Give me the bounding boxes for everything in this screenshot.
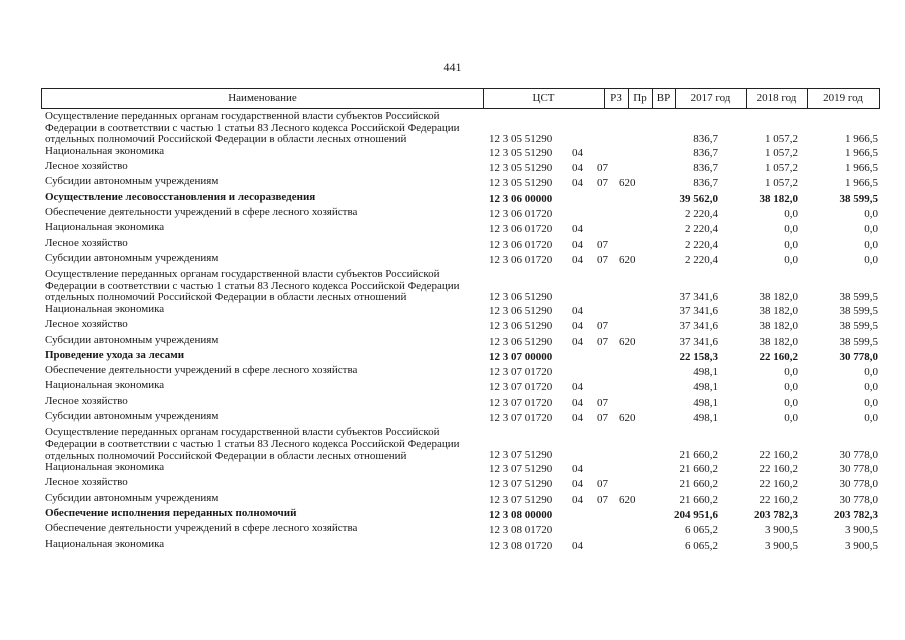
row-value-2018: 22 160,2 — [759, 350, 798, 363]
row-cst: 12 3 07 01720 — [489, 381, 553, 394]
row-cst: 12 3 08 01720 — [489, 539, 553, 552]
row-rz: 04 — [572, 320, 583, 333]
header-vr: ВР — [656, 92, 671, 104]
row-value-2018: 38 182,0 — [759, 304, 798, 317]
table-row — [0, 253, 905, 268]
row-value-2019: 0,0 — [864, 238, 878, 251]
row-value-2019: 0,0 — [864, 207, 878, 220]
row-name: Лесное хозяйство — [45, 318, 128, 331]
row-value-2018: 0,0 — [784, 207, 798, 220]
row-pr: 07 — [597, 412, 608, 425]
row-value-2019: 38 599,5 — [839, 304, 878, 317]
row-value-2019: 203 782,3 — [834, 508, 878, 521]
row-value-2017: 2 220,4 — [685, 238, 718, 251]
row-rz: 04 — [572, 253, 583, 266]
row-name: Субсидии автономным учреждениям — [45, 491, 219, 504]
row-rz: 04 — [572, 335, 583, 348]
row-cst: 12 3 06 01720 — [489, 238, 553, 251]
row-cst: 12 3 05 51290 — [489, 177, 553, 190]
row-cst: 12 3 06 00000 — [489, 192, 553, 205]
header-2018: 2018 год — [756, 92, 797, 104]
header-name: Наименование — [228, 92, 297, 104]
row-vr: 620 — [619, 253, 636, 266]
row-name: Обеспечение деятельности учреждений в сфере лесного хозяйства — [45, 205, 358, 218]
row-value-2017: 498,1 — [693, 381, 718, 394]
row-value-2017: 37 341,6 — [679, 320, 718, 333]
row-pr: 07 — [597, 493, 608, 506]
row-pr: 07 — [597, 162, 608, 175]
row-pr: 07 — [597, 396, 608, 409]
header-2017: 2017 год — [690, 92, 731, 104]
row-cst: 12 3 08 00000 — [489, 508, 553, 521]
table-row — [0, 477, 905, 492]
row-value-2019: 38 599,5 — [839, 290, 878, 303]
row-value-2017: 498,1 — [693, 366, 718, 379]
row-cst: 12 3 06 01720 — [489, 253, 553, 266]
table-row — [0, 365, 905, 380]
row-value-2018: 38 182,0 — [759, 335, 798, 348]
row-value-2019: 30 778,0 — [839, 463, 878, 476]
row-value-2019: 0,0 — [864, 412, 878, 425]
row-value-2018: 0,0 — [784, 381, 798, 394]
row-cst: 12 3 07 51290 — [489, 449, 553, 462]
row-cst: 12 3 06 51290 — [489, 290, 553, 303]
row-cst: 12 3 06 51290 — [489, 335, 553, 348]
row-name: Осуществление лесовосстановления и лесоразведения — [45, 190, 316, 203]
row-value-2017: 2 220,4 — [685, 207, 718, 220]
table-row — [0, 110, 905, 146]
row-rz: 04 — [572, 381, 583, 394]
row-name: Лесное хозяйство — [45, 394, 128, 407]
row-value-2018: 203 782,3 — [754, 508, 798, 521]
row-rz: 04 — [572, 304, 583, 317]
row-name: Осуществление переданных органам государственной власти субъектов Российской Федерации в соответствии с частью 1 статьи 83 Лесного кодекса Российской Федерации отдельных полномочий Российской Федерации в области лесных отношений — [45, 426, 460, 462]
row-value-2018: 0,0 — [784, 253, 798, 266]
row-value-2018: 1 057,2 — [765, 132, 798, 145]
table-row — [0, 335, 905, 350]
row-value-2018: 3 900,5 — [765, 539, 798, 552]
row-rz: 04 — [572, 478, 583, 491]
row-value-2018: 1 057,2 — [765, 146, 798, 159]
row-cst: 12 3 07 01720 — [489, 396, 553, 409]
row-value-2019: 1 966,5 — [845, 177, 878, 190]
row-cst: 12 3 07 01720 — [489, 366, 553, 379]
row-name: Осуществление переданных органам государственной власти субъектов Российской Федерации в соответствии с частью 1 статьи 83 Лесного кодекса Российской Федерации отдельных полномочий Российской Федерации в области лесных отношений — [45, 110, 460, 146]
row-value-2017: 836,7 — [693, 162, 718, 175]
table-row — [0, 523, 905, 538]
row-value-2019: 0,0 — [864, 366, 878, 379]
row-cst: 12 3 05 51290 — [489, 162, 553, 175]
table-row — [0, 462, 905, 477]
row-value-2017: 836,7 — [693, 146, 718, 159]
table-row — [0, 161, 905, 176]
row-value-2019: 0,0 — [864, 223, 878, 236]
table-header — [41, 88, 880, 109]
row-value-2018: 3 900,5 — [765, 524, 798, 537]
row-value-2017: 21 660,2 — [679, 463, 718, 476]
row-value-2019: 1 966,5 — [845, 132, 878, 145]
row-pr: 07 — [597, 478, 608, 491]
row-name: Лесное хозяйство — [45, 236, 128, 249]
row-value-2019: 3 900,5 — [845, 524, 878, 537]
row-name: Национальная экономика — [45, 221, 165, 234]
table-row — [0, 539, 905, 554]
row-cst: 12 3 05 51290 — [489, 146, 553, 159]
table-row — [0, 176, 905, 191]
row-value-2019: 30 778,0 — [839, 478, 878, 491]
row-value-2019: 30 778,0 — [839, 449, 878, 462]
row-cst: 12 3 06 51290 — [489, 304, 553, 317]
row-cst: 12 3 05 51290 — [489, 132, 553, 145]
row-vr: 620 — [619, 177, 636, 190]
row-name: Национальная экономика — [45, 537, 165, 550]
row-value-2018: 0,0 — [784, 396, 798, 409]
page-number: 441 — [443, 60, 462, 74]
row-cst: 12 3 08 01720 — [489, 524, 553, 537]
row-value-2019: 0,0 — [864, 253, 878, 266]
row-value-2018: 38 182,0 — [759, 192, 798, 205]
row-value-2018: 38 182,0 — [759, 320, 798, 333]
row-value-2019: 38 599,5 — [839, 320, 878, 333]
table-row — [0, 146, 905, 161]
row-rz: 04 — [572, 162, 583, 175]
table-row — [0, 207, 905, 222]
table-row — [0, 238, 905, 253]
table-row — [0, 411, 905, 426]
row-value-2017: 836,7 — [693, 177, 718, 190]
row-rz: 04 — [572, 223, 583, 236]
row-name: Субсидии автономным учреждениям — [45, 333, 219, 346]
row-value-2017: 22 158,3 — [679, 350, 718, 363]
row-name: Субсидии автономным учреждениям — [45, 410, 219, 423]
row-name: Обеспечение деятельности учреждений в сфере лесного хозяйства — [45, 522, 358, 535]
row-cst: 12 3 07 00000 — [489, 350, 553, 363]
row-value-2017: 21 660,2 — [679, 493, 718, 506]
row-pr: 07 — [597, 238, 608, 251]
row-value-2019: 1 966,5 — [845, 162, 878, 175]
row-vr: 620 — [619, 493, 636, 506]
row-value-2017: 204 951,6 — [674, 508, 718, 521]
row-cst: 12 3 07 51290 — [489, 463, 553, 476]
table-row — [0, 380, 905, 395]
table-body — [0, 110, 905, 554]
row-value-2018: 0,0 — [784, 366, 798, 379]
row-name: Обеспечение деятельности учреждений в сфере лесного хозяйства — [45, 364, 358, 377]
row-value-2017: 2 220,4 — [685, 223, 718, 236]
row-pr: 07 — [597, 253, 608, 266]
row-value-2017: 2 220,4 — [685, 253, 718, 266]
table-row — [0, 350, 905, 365]
table-row — [0, 319, 905, 334]
row-name: Осуществление переданных органам государственной власти субъектов Российской Федерации в соответствии с частью 1 статьи 83 Лесного кодекса Российской Федерации отдельных полномочий Российской Федерации в области лесных отношений — [45, 268, 460, 304]
row-value-2018: 0,0 — [784, 412, 798, 425]
row-cst: 12 3 06 01720 — [489, 223, 553, 236]
table-row — [0, 222, 905, 237]
row-value-2018: 38 182,0 — [759, 290, 798, 303]
row-name: Национальная экономика — [45, 461, 165, 474]
row-cst: 12 3 06 01720 — [489, 207, 553, 220]
row-value-2018: 22 160,2 — [759, 463, 798, 476]
header-2019: 2019 год — [823, 92, 863, 104]
row-rz: 04 — [572, 463, 583, 476]
table-row — [0, 508, 905, 523]
row-name: Национальная экономика — [45, 302, 165, 315]
row-name: Лесное хозяйство — [45, 160, 128, 173]
row-name: Проведение ухода за лесами — [45, 348, 185, 361]
table-row — [0, 396, 905, 411]
row-name: Национальная экономика — [45, 379, 165, 392]
row-value-2017: 21 660,2 — [679, 449, 718, 462]
row-value-2019: 1 966,5 — [845, 146, 878, 159]
row-value-2017: 498,1 — [693, 396, 718, 409]
row-value-2017: 37 341,6 — [679, 335, 718, 348]
table-row — [0, 192, 905, 207]
row-value-2019: 38 599,5 — [839, 192, 878, 205]
row-name: Национальная экономика — [45, 144, 165, 157]
row-value-2017: 39 562,0 — [679, 192, 718, 205]
table-row — [0, 304, 905, 319]
row-value-2017: 6 065,2 — [685, 524, 718, 537]
row-value-2019: 3 900,5 — [845, 539, 878, 552]
row-rz: 04 — [572, 238, 583, 251]
header-pr: Пр — [633, 92, 647, 104]
row-value-2018: 1 057,2 — [765, 162, 798, 175]
row-rz: 04 — [572, 539, 583, 552]
row-value-2018: 22 160,2 — [759, 478, 798, 491]
row-rz: 04 — [572, 146, 583, 159]
table-row — [0, 268, 905, 304]
row-name: Субсидии автономным учреждениям — [45, 251, 219, 264]
row-cst: 12 3 06 51290 — [489, 320, 553, 333]
row-name: Лесное хозяйство — [45, 476, 128, 489]
row-value-2019: 38 599,5 — [839, 335, 878, 348]
row-value-2019: 0,0 — [864, 396, 878, 409]
row-cst: 12 3 07 01720 — [489, 412, 553, 425]
row-pr: 07 — [597, 335, 608, 348]
row-value-2018: 22 160,2 — [759, 493, 798, 506]
header-cst: ЦСТ — [532, 92, 555, 104]
row-value-2018: 0,0 — [784, 223, 798, 236]
row-pr: 07 — [597, 320, 608, 333]
header-rz: РЗ — [610, 92, 622, 104]
row-value-2017: 6 065,2 — [685, 539, 718, 552]
row-cst: 12 3 07 51290 — [489, 493, 553, 506]
row-cst: 12 3 07 51290 — [489, 478, 553, 491]
row-value-2017: 37 341,6 — [679, 304, 718, 317]
row-value-2019: 0,0 — [864, 381, 878, 394]
table-row — [0, 426, 905, 462]
row-value-2017: 498,1 — [693, 412, 718, 425]
row-value-2017: 37 341,6 — [679, 290, 718, 303]
row-name: Субсидии автономным учреждениям — [45, 175, 219, 188]
row-vr: 620 — [619, 412, 636, 425]
row-value-2019: 30 778,0 — [839, 493, 878, 506]
row-rz: 04 — [572, 177, 583, 190]
row-value-2017: 21 660,2 — [679, 478, 718, 491]
row-value-2018: 0,0 — [784, 238, 798, 251]
row-value-2018: 22 160,2 — [759, 449, 798, 462]
row-vr: 620 — [619, 335, 636, 348]
table-row — [0, 493, 905, 508]
row-value-2017: 836,7 — [693, 132, 718, 145]
row-name: Обеспечение исполнения переданных полномочий — [45, 506, 297, 519]
row-pr: 07 — [597, 177, 608, 190]
row-value-2019: 30 778,0 — [839, 350, 878, 363]
row-rz: 04 — [572, 412, 583, 425]
row-rz: 04 — [572, 396, 583, 409]
row-value-2018: 1 057,2 — [765, 177, 798, 190]
row-rz: 04 — [572, 493, 583, 506]
